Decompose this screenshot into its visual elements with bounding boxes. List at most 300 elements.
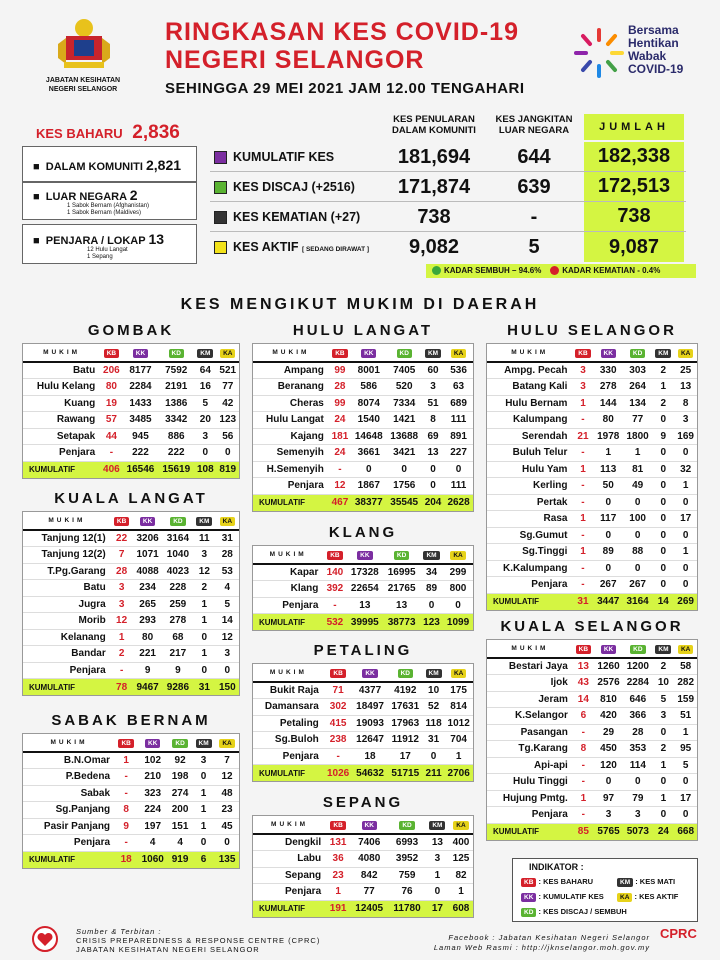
district-title: HULU LANGAT	[292, 322, 434, 339]
km-cell: 89	[420, 581, 443, 598]
ka-cell: 13	[674, 379, 697, 396]
kb-cell: 14	[573, 691, 594, 708]
ka-cell: 0	[216, 662, 239, 679]
mukim-cell: Buluh Telur	[487, 445, 572, 462]
kb-cell: -	[115, 835, 137, 852]
mukim-cell: KUMULATIF	[253, 900, 326, 917]
ka-cell: 53	[216, 563, 239, 580]
campaign-line-4: COVID-19	[628, 62, 684, 76]
header-ka: KA	[217, 344, 239, 362]
header-km: KM	[420, 546, 443, 564]
kd-cell: 35545	[386, 494, 421, 511]
kb-cell: -	[573, 724, 594, 741]
kd-cell: 259	[163, 596, 193, 613]
kk-cell: 8177	[123, 362, 159, 379]
bullet-icon: ■	[33, 191, 43, 203]
mukim-cell: Penjara	[253, 748, 324, 765]
moh-logo	[30, 926, 60, 957]
page-subtitle: SEHINGGA 29 MEI 2021 JAM 12.00 TENGAHARI	[165, 80, 525, 97]
org-line-1: JABATAN KESIHATAN	[45, 77, 121, 84]
kadar-sembuh: KADAR SEMBUH – 94.6%	[444, 266, 542, 275]
km-cell: 2	[652, 362, 674, 379]
kb-cell: 2	[111, 646, 133, 663]
kk-cell: 89	[594, 544, 623, 561]
kd-cell: 88	[623, 544, 652, 561]
kb-cell: -	[572, 445, 593, 462]
section-title: KES MENGIKUT MUKIM DI DAERAH	[180, 296, 540, 313]
table-row	[487, 658, 697, 675]
kb-cell: 71	[324, 682, 353, 699]
kd-cell: 646	[623, 691, 652, 708]
kk-cell: 4080	[350, 851, 388, 868]
mukim-cell: KUMULATIF	[23, 461, 100, 478]
kb-cell: 13	[573, 658, 594, 675]
header-kk: KK	[352, 664, 387, 682]
kk-cell: 1071	[132, 547, 162, 564]
kk-cell: 3485	[123, 412, 159, 429]
kk-cell: 19093	[352, 715, 387, 732]
mukim-cell: Bukit Raja	[253, 682, 324, 699]
kk-cell: 450	[594, 741, 623, 758]
kk-cell: 5765	[594, 823, 623, 840]
kk-cell: 29	[594, 724, 623, 741]
km-cell: 1	[193, 613, 216, 630]
km-cell: 13	[422, 445, 444, 462]
district-kuala-langat	[22, 490, 240, 696]
header-km: KM	[423, 664, 444, 682]
km-cell: 2	[193, 580, 216, 597]
kb-cell: 44	[100, 428, 122, 445]
kk-cell: 8001	[351, 362, 386, 379]
ka-cell: 227	[444, 445, 473, 462]
left-box-penjara	[22, 224, 197, 264]
kd-cell: 200	[168, 802, 192, 819]
header-km: KM	[192, 734, 215, 752]
kb-cell: -	[100, 445, 122, 462]
ka-cell: 819	[217, 461, 239, 478]
mukim-cell: P.Bedena	[23, 769, 115, 786]
kk-cell: 22654	[346, 581, 383, 598]
km-cell: 0	[652, 577, 674, 594]
kd-cell: 1	[623, 445, 652, 462]
col-header-komuniti: KES PENULARAN DALAM KOMUNITI	[392, 114, 476, 136]
kd-cell: 1421	[386, 412, 421, 429]
km-cell: 8	[422, 412, 444, 429]
km-cell: 10	[652, 675, 674, 692]
header-kd: KD	[383, 546, 420, 564]
col-header-luar: KES JANGKITAN LUAR NEGARA	[495, 114, 573, 136]
km-cell: 60	[422, 362, 444, 379]
km-cell: 0	[652, 807, 674, 824]
header-kk: KK	[350, 816, 388, 834]
mukim-cell: K.Selangor	[487, 708, 573, 725]
table-row	[23, 752, 239, 769]
kd-cell: 7405	[386, 362, 421, 379]
ka-cell: 51	[674, 708, 697, 725]
mukim-cell: Petaling	[253, 715, 324, 732]
kk-cell: 221	[132, 646, 162, 663]
square-icon	[214, 241, 227, 254]
ka-cell: 1099	[443, 614, 473, 631]
legend-km-tag: KM	[617, 878, 633, 887]
summary-row-kumulatif	[210, 142, 686, 172]
kb-cell: 28	[329, 379, 351, 396]
kk-cell: 12405	[350, 900, 388, 917]
table-row	[23, 362, 239, 379]
mukim-cell: Rasa	[487, 511, 572, 528]
kd-cell: 7592	[158, 362, 194, 379]
kb-cell: 24	[329, 445, 351, 462]
kd-cell: 76	[388, 884, 426, 901]
km-cell: 6	[192, 851, 215, 868]
ka-cell: 1	[444, 748, 473, 765]
ka-cell: 159	[674, 691, 697, 708]
km-cell: 0	[652, 494, 674, 511]
ka-cell: 77	[217, 379, 239, 396]
kd-cell: 1200	[623, 658, 652, 675]
bullet-icon: ■	[33, 235, 43, 247]
header-kb: KB	[326, 816, 350, 834]
table-row	[253, 412, 473, 429]
kd-cell: 222	[158, 445, 194, 462]
ka-cell: 1	[449, 884, 473, 901]
km-cell: 1	[652, 379, 674, 396]
total-row	[23, 851, 239, 868]
kk-cell: 0	[594, 560, 623, 577]
mukim-cell: Penjara	[487, 577, 572, 594]
header-kb: KB	[115, 734, 137, 752]
kes-baharu-label: KES BAHARU	[36, 126, 123, 141]
km-cell: 0	[426, 884, 449, 901]
table-row	[23, 596, 239, 613]
mukim-cell: Batu	[23, 362, 100, 379]
total-row	[253, 765, 473, 782]
header-kb: KB	[323, 546, 346, 564]
km-cell: 0	[422, 478, 444, 495]
table-row	[253, 851, 473, 868]
mukim-cell: Damansara	[253, 699, 324, 716]
legend-km: KES MATI	[639, 877, 676, 886]
km-cell: 2	[652, 658, 674, 675]
ka-cell: 891	[444, 428, 473, 445]
table-row	[253, 715, 473, 732]
ka-cell: 0	[674, 445, 697, 462]
mukim-cell: Kelanang	[23, 629, 111, 646]
header-kb: KB	[100, 344, 122, 362]
km-cell: 0	[652, 724, 674, 741]
kb-cell: 3	[572, 379, 593, 396]
district-title: KLANG	[328, 524, 398, 541]
total-row	[487, 593, 697, 610]
table-row	[23, 785, 239, 802]
kk-cell: 1867	[351, 478, 386, 495]
kd-cell: 3421	[386, 445, 421, 462]
indicator-title: INDIKATOR :	[529, 862, 584, 872]
kb-cell: 3	[111, 596, 133, 613]
legend-kk-tag: KK	[521, 893, 536, 902]
kd-cell: 100	[623, 511, 652, 528]
district-kuala-selangor	[486, 618, 698, 841]
mukim-cell: Sepang	[253, 867, 326, 884]
table-header-row	[23, 734, 239, 752]
kb-cell: -	[572, 560, 593, 577]
kb-cell: 8	[115, 802, 137, 819]
km-cell: 211	[423, 765, 444, 782]
kd-cell: 1386	[158, 395, 194, 412]
total-row	[253, 614, 473, 631]
mukim-cell: H.Semenyih	[253, 461, 329, 478]
district-klang	[252, 524, 474, 631]
kk-cell: 234	[132, 580, 162, 597]
kk-cell: 2576	[594, 675, 623, 692]
district-table	[22, 733, 240, 869]
km-cell: 118	[423, 715, 444, 732]
header-kk: KK	[132, 512, 162, 530]
kb-cell: 302	[324, 699, 353, 716]
kd-cell: 198	[168, 769, 192, 786]
table-row	[253, 699, 473, 716]
mukim-cell: Penjara	[253, 884, 326, 901]
header-mukim: MUKIM	[23, 344, 100, 362]
mukim-cell: Cheras	[253, 395, 329, 412]
kk-cell: 77	[350, 884, 388, 901]
total-row	[253, 494, 473, 511]
kk-cell: 113	[594, 461, 623, 478]
header-kb: KB	[573, 640, 594, 658]
starburst-icon	[572, 26, 626, 80]
header-kd: KD	[163, 512, 193, 530]
header-km: KM	[194, 344, 216, 362]
km-cell: 1	[192, 802, 215, 819]
ka-cell: 5	[216, 596, 239, 613]
table-header-row	[253, 664, 473, 682]
kd-cell: 5073	[623, 823, 652, 840]
district-title: KUALA LANGAT	[54, 490, 208, 507]
km-cell: 16	[194, 379, 216, 396]
district-hulu-langat	[252, 322, 474, 512]
kd-cell: 0	[623, 527, 652, 544]
header-km: KM	[422, 344, 444, 362]
kk-cell: 210	[137, 769, 168, 786]
heart-logo-icon	[30, 926, 60, 952]
kb-cell: 28	[111, 563, 133, 580]
kb-cell: 85	[573, 823, 594, 840]
mukim-cell: KUMULATIF	[487, 823, 573, 840]
kd-cell: 17631	[388, 699, 423, 716]
kb-cell: -	[115, 785, 137, 802]
km-cell: 1	[193, 646, 216, 663]
km-cell: 69	[422, 428, 444, 445]
district-title: GOMBAK	[87, 322, 175, 339]
km-cell: 64	[194, 362, 216, 379]
table-row	[487, 790, 697, 807]
kd-cell: 274	[168, 785, 192, 802]
kb-cell: 31	[572, 593, 593, 610]
kb-cell: 467	[329, 494, 351, 511]
jumlah-value: 182,338	[584, 142, 684, 171]
table-row	[253, 362, 473, 379]
km-cell: 51	[422, 395, 444, 412]
legend-kb-tag: KB	[521, 878, 536, 887]
kd-cell: 0	[623, 774, 652, 791]
table-header-row	[487, 344, 697, 362]
legend-kd-tag: KD	[521, 908, 536, 917]
km-cell: 1	[192, 818, 215, 835]
jumlah-value: 738	[584, 202, 684, 231]
mukim-cell: Sg.Gumut	[487, 527, 572, 544]
table-row	[253, 428, 473, 445]
footer-facebook: Facebook : Jabatan Kesihatan Negeri Selangor	[448, 933, 650, 942]
kd-cell: 151	[168, 818, 192, 835]
header-kk: KK	[594, 640, 623, 658]
square-icon	[214, 151, 227, 164]
rates-bar	[426, 264, 696, 278]
kk-cell: 278	[594, 379, 623, 396]
ka-cell: 0	[674, 494, 697, 511]
ka-cell: 5	[674, 757, 697, 774]
header-kb: KB	[324, 664, 353, 682]
mukim-cell: KUMULATIF	[253, 494, 329, 511]
kd-cell: 759	[388, 867, 426, 884]
mukim-cell: KUMULATIF	[23, 851, 115, 868]
kb-cell: -	[115, 769, 137, 786]
kb-cell: 12	[329, 478, 351, 495]
kb-cell: 1026	[324, 765, 353, 782]
kd-cell: 11912	[388, 732, 423, 749]
luar-value: 5	[528, 236, 540, 258]
kb-cell: 206	[100, 362, 122, 379]
kk-cell: 18	[352, 748, 387, 765]
ka-cell: 4	[216, 580, 239, 597]
kk-cell: 4	[137, 835, 168, 852]
district-table	[486, 343, 698, 611]
mukim-cell: Jeram	[487, 691, 573, 708]
footer-jkns: JABATAN KESIHATAN NEGERI SELANGOR	[76, 945, 260, 954]
mukim-cell: Hulu Bernam	[487, 395, 572, 412]
kk-cell: 1540	[351, 412, 386, 429]
square-icon	[214, 211, 227, 224]
kb-cell: 80	[100, 379, 122, 396]
kb-cell: -	[572, 478, 593, 495]
kk-cell: 9467	[132, 679, 162, 696]
kk-cell: 13	[346, 597, 383, 614]
km-cell: 24	[652, 823, 674, 840]
table-row	[487, 412, 697, 429]
ka-cell: 125	[449, 851, 473, 868]
table-row	[487, 675, 697, 692]
ka-cell: 95	[674, 741, 697, 758]
district-gombak	[22, 322, 240, 479]
km-cell: 17	[426, 900, 449, 917]
mukim-cell: Penjara	[253, 478, 329, 495]
kb-cell: -	[111, 662, 133, 679]
kk-cell: 267	[594, 577, 623, 594]
legend-ka-tag: KA	[617, 893, 632, 902]
district-title: SEPANG	[322, 794, 404, 811]
komuniti-value: 9,082	[408, 236, 460, 258]
district-table	[22, 343, 240, 479]
table-row	[253, 564, 473, 581]
table-row	[23, 530, 239, 547]
ka-cell: 12	[216, 629, 239, 646]
kk-cell: 9	[132, 662, 162, 679]
ka-cell: 814	[444, 699, 473, 716]
kk-cell: 330	[594, 362, 623, 379]
header-kk: KK	[123, 344, 159, 362]
kk-cell: 8074	[351, 395, 386, 412]
campaign-line-1: Bersama	[628, 23, 679, 37]
kb-cell: 21	[572, 428, 593, 445]
kk-cell: 224	[137, 802, 168, 819]
kd-cell: 3	[623, 807, 652, 824]
km-cell: 3	[193, 547, 216, 564]
table-header-row	[23, 512, 239, 530]
kb-cell: -	[573, 757, 594, 774]
km-cell: 0	[423, 748, 444, 765]
page-title-2: NEGERI SELANGOR	[165, 46, 425, 74]
kb-cell: 36	[326, 851, 350, 868]
district-title: PETALING	[313, 642, 413, 659]
ka-cell: 668	[674, 823, 697, 840]
km-cell: 10	[423, 682, 444, 699]
mukim-cell: Hulu Yam	[487, 461, 572, 478]
total-row	[487, 823, 697, 840]
km-cell: 0	[192, 769, 215, 786]
kk-cell: 16546	[123, 461, 159, 478]
kb-cell: 9	[115, 818, 137, 835]
km-cell: 13	[426, 834, 449, 851]
table-row	[253, 834, 473, 851]
mukim-cell: Kerling	[487, 478, 572, 495]
kd-cell: 28	[623, 724, 652, 741]
district-table	[486, 639, 698, 841]
table-row	[487, 445, 697, 462]
table-row	[23, 580, 239, 597]
table-row	[487, 807, 697, 824]
kk-cell: 1	[594, 445, 623, 462]
kd-cell: 81	[623, 461, 652, 478]
mukim-cell: K.Kalumpang	[487, 560, 572, 577]
mukim-cell: Tg.Karang	[487, 741, 573, 758]
ka-cell: 3	[216, 646, 239, 663]
table-row	[253, 867, 473, 884]
table-row	[253, 445, 473, 462]
kd-cell: 217	[163, 646, 193, 663]
header-kd: KD	[388, 664, 423, 682]
district-table	[252, 663, 474, 782]
kb-cell: -	[573, 807, 594, 824]
header-kb: KB	[111, 512, 133, 530]
left-note: 1 Sabok Bernam (Maldives)	[67, 210, 142, 216]
kb-cell: -	[329, 461, 351, 478]
kk-cell: 0	[594, 774, 623, 791]
left-note: 1 Sabok Bernam (Afghanistan)	[67, 203, 150, 209]
kd-cell: 9286	[163, 679, 193, 696]
header-kk: KK	[594, 344, 623, 362]
ministry-crest	[52, 14, 116, 79]
mukim-cell: Sg.Panjang	[23, 802, 115, 819]
mukim-cell: Penjara	[487, 807, 573, 824]
kd-cell: 16995	[383, 564, 420, 581]
header-mukim: MUKIM	[23, 512, 111, 530]
table-row	[23, 445, 239, 462]
table-row	[487, 362, 697, 379]
kd-cell: 520	[386, 379, 421, 396]
km-cell: 0	[652, 412, 674, 429]
district-sabak-bernam	[22, 712, 240, 869]
ka-cell: 23	[215, 802, 239, 819]
ka-cell: 42	[217, 395, 239, 412]
